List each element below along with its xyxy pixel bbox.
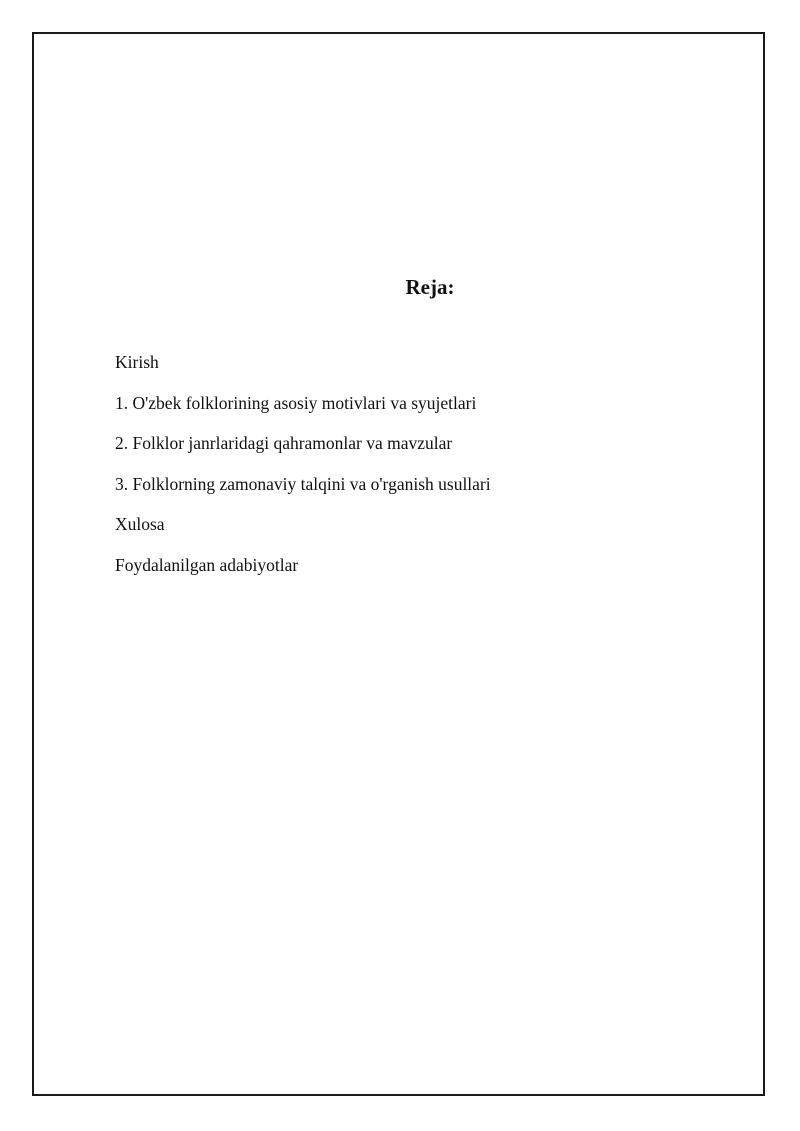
plan-item-introduction: Kirish	[115, 352, 159, 372]
plan-item-references: Foydalanilgan adabiyotlar	[115, 554, 299, 575]
plan-item-1: 1. O'zbek folklorining asosiy motivlari va syujetlari	[115, 392, 477, 413]
plan-item-2: 2. Folklor janrlaridagi qahramonlar va mavzular	[115, 433, 453, 453]
plan-title: Reja:	[405, 275, 455, 299]
plan-list	[115, 350, 491, 593]
plan-item-3: 3. Folklorning zamonaviy talqini va o'rganish usullari	[115, 473, 491, 494]
plan-item-conclusion: Xulosa	[115, 514, 165, 534]
